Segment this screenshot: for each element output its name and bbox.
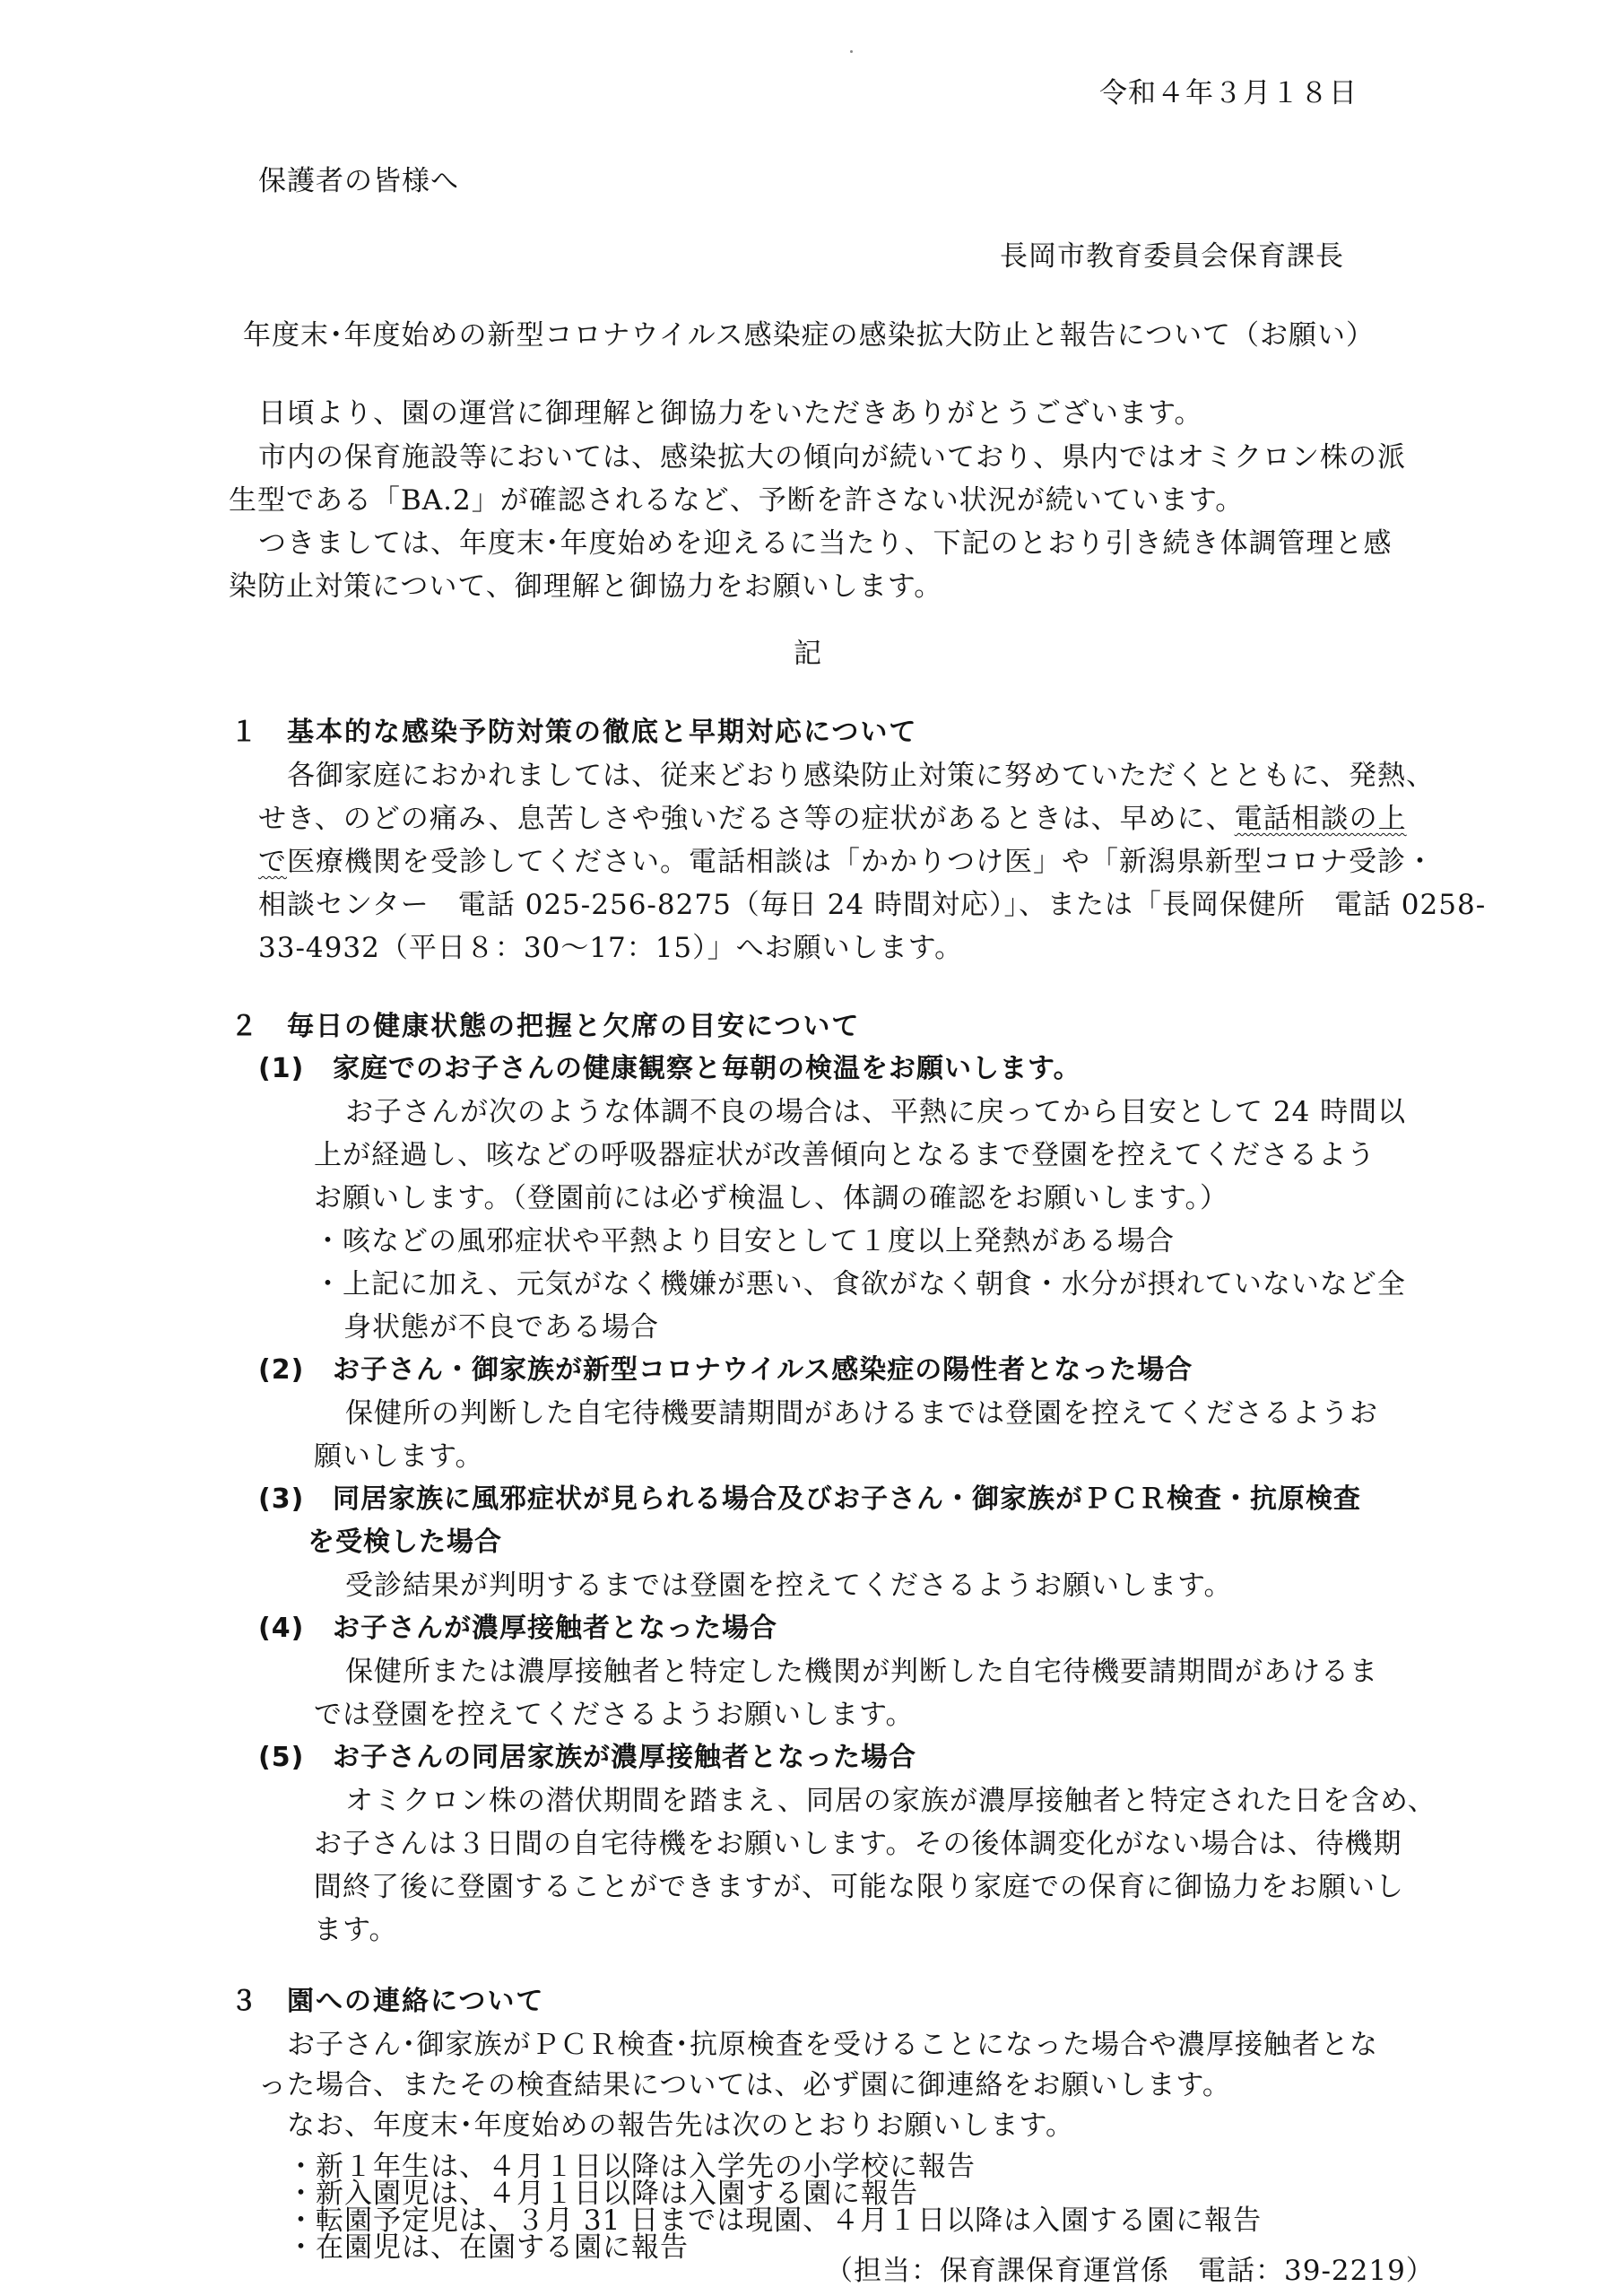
document-date: 令和４年３月１８日 [1099,77,1358,109]
item-1-number: (1) [258,1053,305,1084]
item-1-line: お願いします。（登園前には必ず検温し、体調の確認をお願いします。） [314,1182,1229,1214]
intro-line: 染防止対策について、御理解と御協力をお願いします。 [229,570,943,603]
ki-mark: 記 [794,638,822,670]
item-1-heading: 家庭でのお子さんの健康観察と毎朝の検温をお願いします。 [333,1053,1081,1084]
intro-line: つきましては、年度末･年度始めを迎えるに当たり、下記のとおり引き続き体調管理と感 [258,527,1393,560]
section-3-bullet: ・新入園児は、４月１日以降は入園する園に報告 [287,2178,918,2210]
section-3-bullet: ・新１年生は、４月１日以降は入学先の小学校に報告 [287,2151,976,2183]
phone-consult-underline: 電話相談の上 [1234,803,1407,835]
item-5-line: 間終了後に登園することができますが、可能な限り家庭での保育に御協力をお願いし [314,1871,1404,1903]
item-2-number: (2) [258,1354,305,1386]
item-3-line: 受診結果が判明するまでは登園を控えてくださるようお願いします。 [345,1570,1233,1602]
contact-info: （担当：保育課保育運営係 電話：39-2219） [825,2255,1435,2287]
section-3-bullet: ・転園予定児は、３月 31 日までは現園、４月１日以降は入園する園に報告 [287,2205,1263,2237]
intro-line: 生型である「BA.2」が確認されるなど、予断を許さない状況が続いています。 [229,484,1245,517]
item-4-line: 保健所または濃厚接触者と特定した機関が判断した自宅待機要請期間があけるま [345,1656,1378,1688]
section-1-line: 各御家庭におかれましては、従来どおり感染防止対策に努めていただくとともに、発熱、 [287,760,1435,792]
section-1-line: 33-4932（平日８：30～17：15）」へお願いします。 [258,932,964,964]
section-1-line: で医療機関を受診してください。電話相談は「かかりつけ医」や「新潟県新型コロナ受診・ [258,846,1435,878]
item-3-heading-cont: を受検した場合 [308,1526,502,1558]
section-1-heading: 基本的な感染予防対策の徹底と早期対応について [287,717,918,748]
item-3-number: (3) [258,1483,305,1515]
document-title: 年度末･年度始めの新型コロナウイルス感染症の感染拡大防止と報告について（お願い） [243,319,1376,352]
item-4-heading: お子さんが濃厚接触者となった場合 [333,1613,777,1644]
section-3-line: なお、年度末･年度始めの報告先は次のとおりお願いします。 [287,2109,1075,2142]
item-1-bullet-cont: 身状態が不良である場合 [343,1311,659,1344]
item-1-bullet: ・上記に加え、元気がなく機嫌が悪い、食欲がなく朝食・水分が摂れていないなど全 [314,1268,1406,1300]
section-3-bullet: ・在園児は、在園する園に報告 [287,2231,689,2264]
item-5-line: お子さんは３日間の自宅待機をお願いします。その後体調変化がない場合は、待機期 [314,1828,1402,1860]
item-4-number: (4) [258,1613,305,1644]
section-1-line: せき、のどの痛み、息苦しさや強いだるさ等の症状があるときは、早めに、電話相談の上 [258,803,1407,835]
section-3-number: ３ [230,1986,258,2017]
item-5-number: (5) [258,1742,305,1773]
section-3-line: った場合、またその検査結果については、必ず園に御連絡をお願いします。 [258,2069,1231,2101]
item-3-heading: 同居家族に風邪症状が見られる場合及びお子さん・御家族がＰＣＲ検査・抗原検査 [333,1483,1361,1515]
section-1-line: 相談センター 電話 025-256-8275（毎日 24 時間対応）」、または「長岡保健所 電話 0258- [258,889,1487,921]
item-5-line: ます。 [314,1914,398,1946]
section-3-heading: 園への連絡について [287,1986,545,2017]
scan-speck [850,50,853,53]
section-2-number: ２ [230,1011,258,1042]
item-1-bullet: ・咳などの風邪症状や平熱より目安として１度以上発熱がある場合 [314,1225,1175,1257]
phone-consult-underline-cont: で [258,846,287,878]
section-2-heading: 毎日の健康状態の把握と欠席の目安について [287,1011,861,1042]
item-4-line: では登園を控えてくださるようお願いします。 [314,1699,915,1731]
item-2-line: 願いします。 [314,1440,484,1473]
item-5-line: オミクロン株の潜伏期間を踏まえ、同居の家族が濃厚接触者と特定された日を含め、 [345,1785,1436,1817]
intro-line: 市内の保育施設等においては、感染拡大の傾向が続いており、県内ではオミクロン株の派 [258,441,1406,474]
intro-line: 日頃より、園の運営に御理解と御協力をいただきありがとうございます。 [258,397,1203,430]
item-1-line: 上が経過し、咳などの呼吸器症状が改善傾向となるまで登園を控えてくださるよう [314,1139,1376,1171]
item-5-heading: お子さんの同居家族が濃厚接触者となった場合 [333,1742,916,1773]
sender: 長岡市教育委員会保育課長 [1000,240,1344,273]
item-2-line: 保健所の判断した自宅待機要請期間があけるまでは登園を控えてくださるようお [345,1397,1378,1430]
section-1-number: １ [230,717,258,748]
item-1-line: お子さんが次のような体調不良の場合は、平熱に戻ってから目安として 24 時間以 [345,1096,1407,1128]
item-2-heading: お子さん・御家族が新型コロナウイルス感染症の陽性者となった場合 [333,1354,1193,1386]
section-3-line: お子さん･御家族がＰＣＲ検査･抗原検査を受けることになった場合や濃厚接触者とな [287,2029,1378,2061]
recipient: 保護者の皆様へ [258,165,459,197]
